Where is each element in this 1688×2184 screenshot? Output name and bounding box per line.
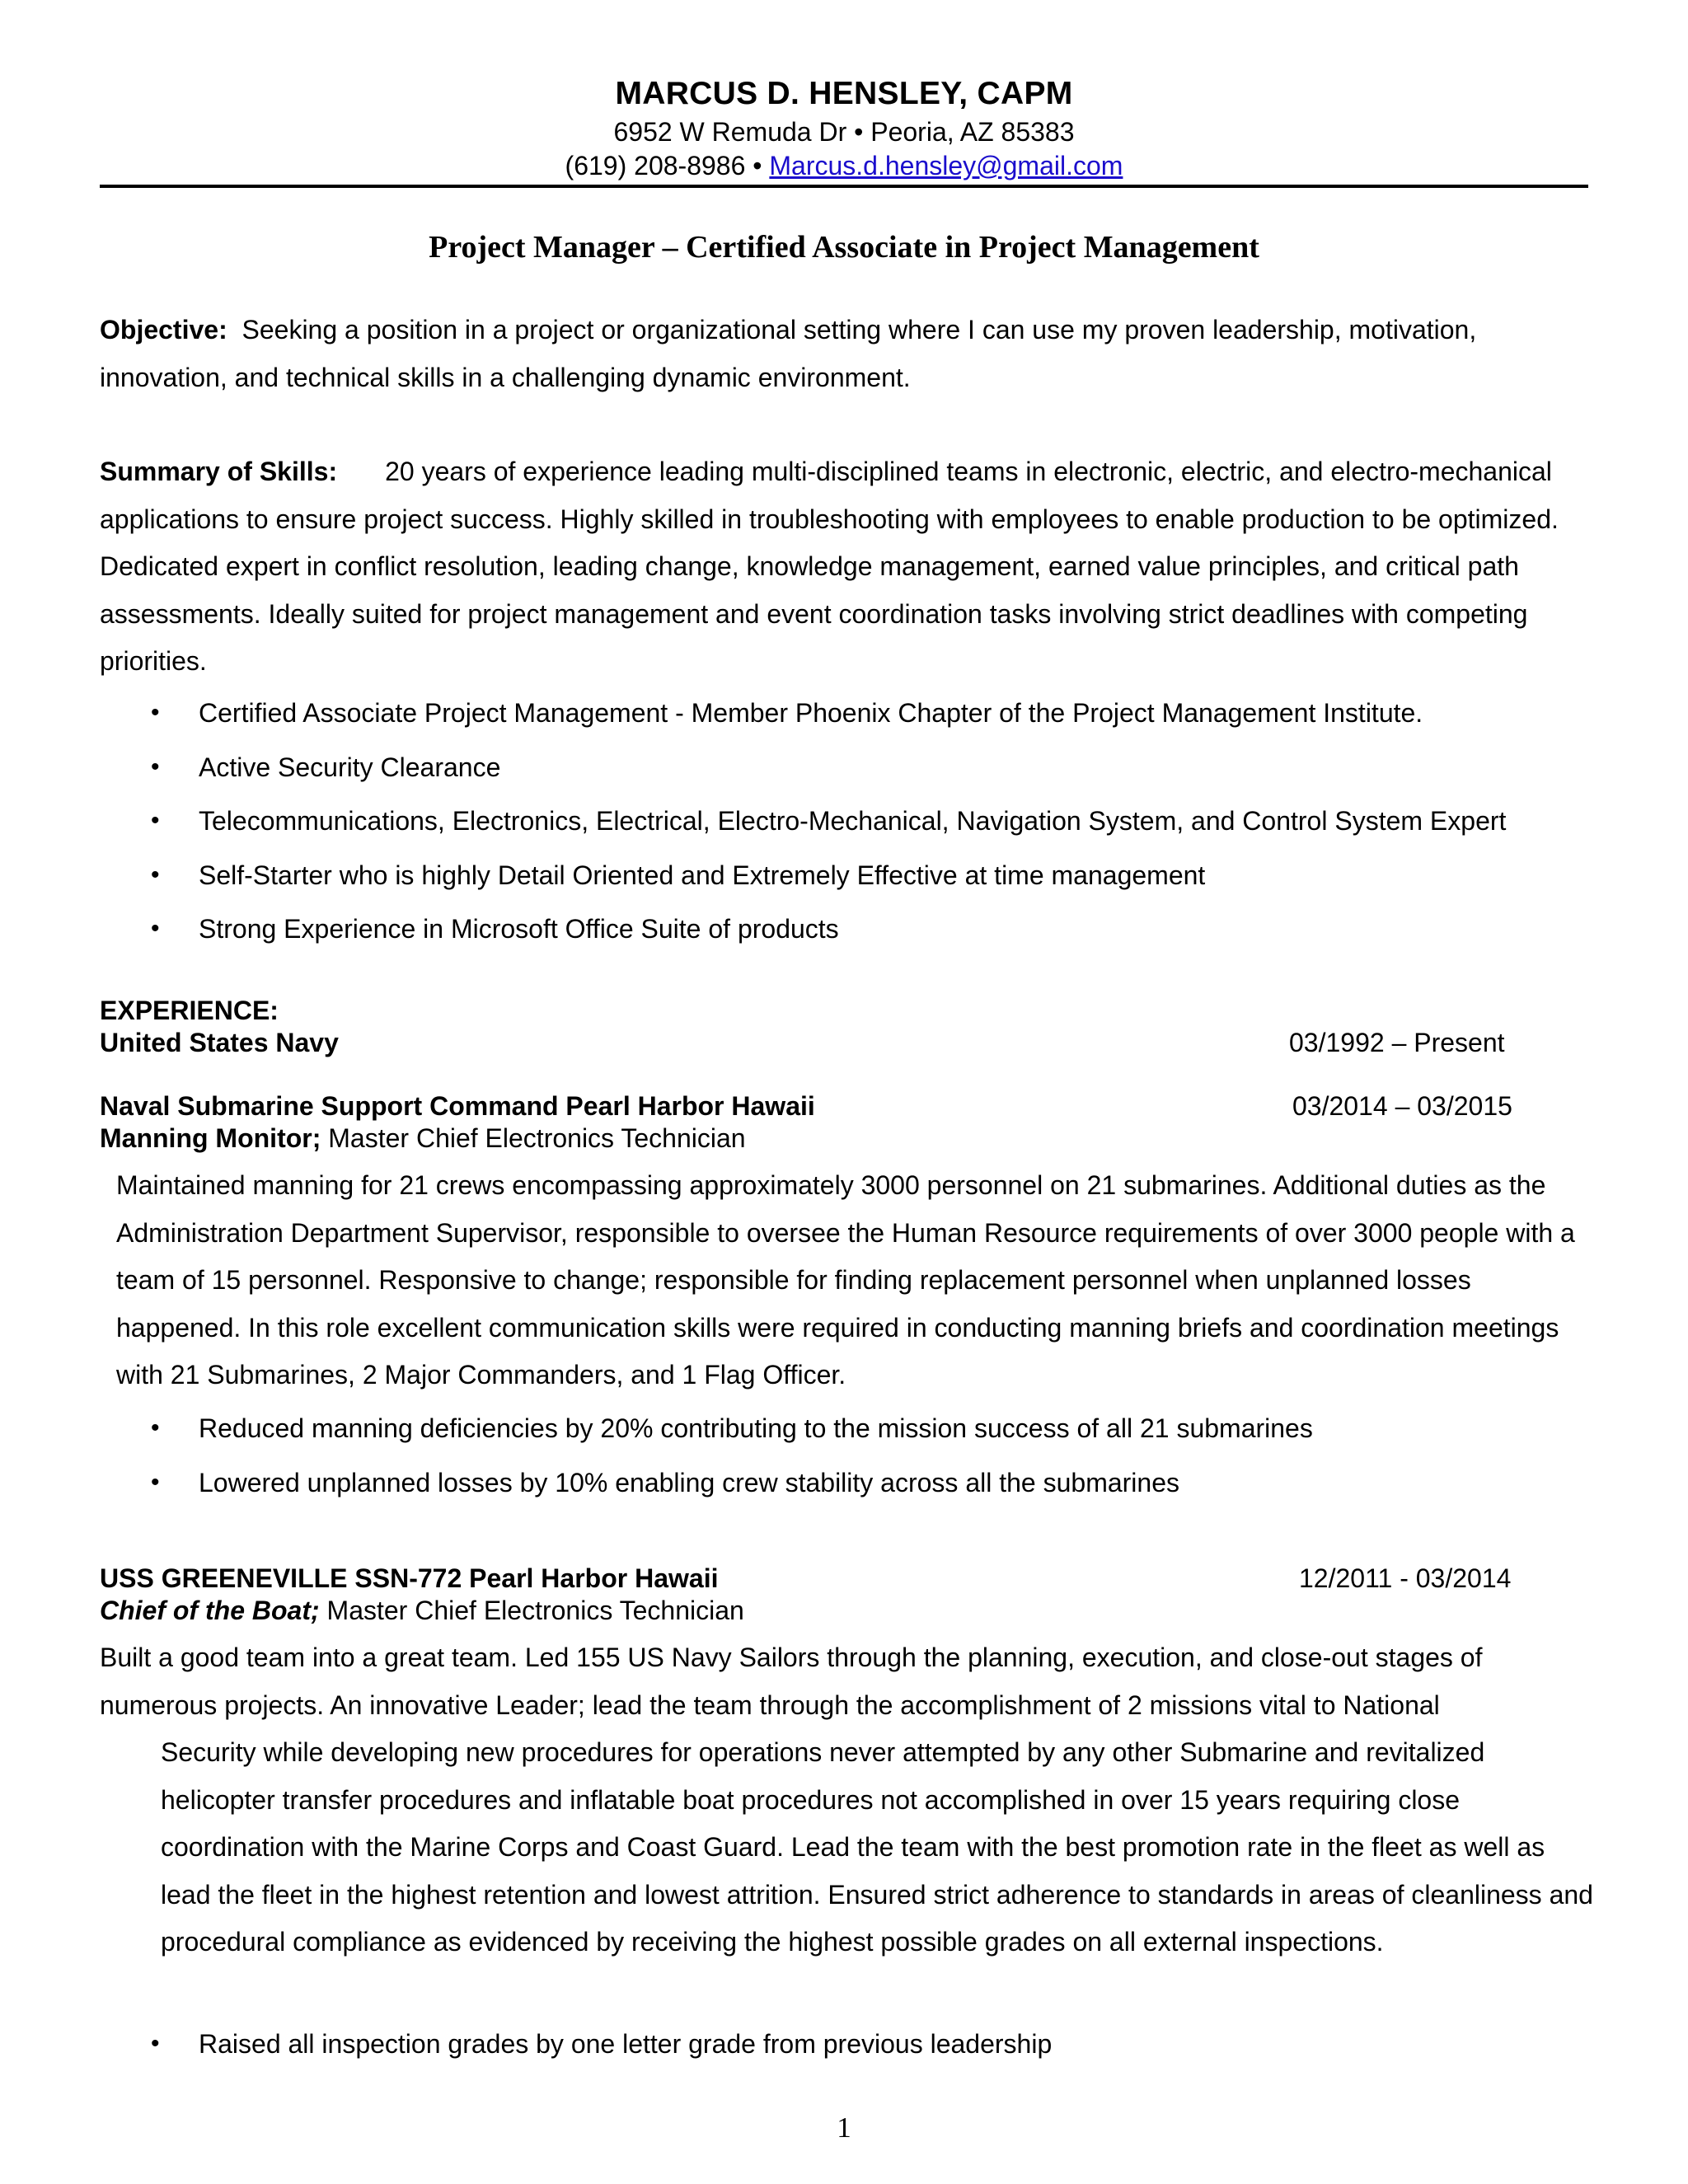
job-1-role: Manning Monitor; [100,1123,321,1153]
address: 6952 W Remuda Dr • Peoria, AZ 85383 [613,117,1075,147]
job-1-rank: Master Chief Electronics Technician [321,1123,746,1153]
job-1-achievements [151,1408,1585,1516]
bullet-icon: • [151,860,160,888]
summary-text: 20 years of experience leading multi-disciplined teams in electronic, electric, and electro-mechanical applications to ensure project success. Highly skilled in troubleshooting with employees to enable production to be optimized. Dedicated expert in conflict resolution, leading change, knowledge management, earned value principles, and critical path assessments. Ideally suited for project management and event coordination tasks involving strict deadlines with competing priorities. [100,457,1559,677]
job-2-title [100,1596,744,1626]
objective-section [100,307,1592,401]
summary-section [100,448,1592,686]
objective-label: Objective: [100,315,227,344]
objective-text: Seeking a position in a project or organizational setting where I can use my proven leadership, motivation, innovation, and technical skills in a challenging dynamic environment. [100,315,1477,392]
job-2-achievements [151,2023,1585,2078]
phone: (619) 208-8986 • [565,151,770,180]
header-divider [100,185,1588,188]
list-item: • Reduced manning deficiencies by 20% contributing to the mission success of all 21 submarines [151,1408,1585,1462]
bullet-icon: • [151,915,160,942]
job-1-description: Maintained manning for 21 crews encompassing approximately 3000 personnel on 21 submarines. Additional duties as the Administration Department Supervisor, responsible to oversee the Human Resource requirements of over 3000 people with a team of 15 personnel. Responsive to change; responsible for finding replacement personnel when unplanned losses happened. In this role excellent communication skills were required in conducting manning briefs and coordination meetings with 21 Submarines, 2 Major Commanders, and 1 Flag Officer. [116,1170,1575,1390]
bullet-icon: • [151,1414,160,1441]
experience-heading: EXPERIENCE: [100,996,279,1025]
job-2-dates: 12/2011 - 03/2014 [1299,1563,1512,1593]
employer-dates: 03/1992 – Present [1289,1028,1505,1057]
summary-label: Summary of Skills: [100,457,338,486]
list-item: • Telecommunications, Electronics, Electrical, Electro-Mechanical, Navigation System, and Control System Expert [151,800,1585,855]
job-1-title [100,1123,746,1154]
job-2-rank: Master Chief Electronics Technician [319,1596,744,1625]
email-link[interactable]: Marcus.d.hensley@gmail.com [769,151,1123,180]
list-item: • Self-Starter who is highly Detail Oriented and Extremely Effective at time management [151,855,1585,909]
bullet-icon: • [151,699,160,726]
bullet-icon: • [151,1468,160,1496]
list-item: • Strong Experience in Microsoft Office Suite of products [151,908,1585,963]
employer-name: United States Navy [100,1028,339,1057]
job-2-role: Chief of the Boat; [100,1596,320,1625]
job-2-description-lead: Built a good team into a great team. Led 155 US Navy Sailors through the planning, execution, and close-out stages of numerous projects. An innovative Leader; lead the team through the accomplishment of 2 missions vital to National [100,1643,1483,1720]
bullet-icon: • [151,807,160,834]
candidate-name: MARCUS D. HENSLEY, CAPM [615,76,1073,111]
job-1-org: Naval Submarine Support Command Pearl Harbor Hawaii [100,1091,815,1121]
list-item: • Lowered unplanned losses by 10% enabling crew stability across all the submarines [151,1462,1585,1516]
job-2-org: USS GREENEVILLE SSN-772 Pearl Harbor Hawaii [100,1563,719,1593]
list-item: • Certified Associate Project Management - Member Phoenix Chapter of the Project Management Institute. [151,692,1585,747]
list-item: • Raised all inspection grades by one letter grade from previous leadership [151,2023,1585,2078]
page-number: 1 [837,2111,851,2144]
list-item: • Active Security Clearance [151,747,1585,801]
bullet-icon: • [151,752,160,780]
resume-headline: Project Manager – Certified Associate in Project Management [429,230,1259,265]
job-1-dates: 03/2014 – 03/2015 [1292,1091,1512,1121]
contact-line [0,151,1688,181]
bullet-icon: • [151,2030,160,2057]
skills-list [151,692,1585,963]
job-2-description-rest: Security while developing new procedures for operations never attempted by any other Submarine and revitalized helicopter transfer procedures and inflatable boat procedures not accomplished in over 15 years requiring close coordination with the Marine Corps and Coast Guard. Lead the team with the best promotion rate in the fleet as well as lead the fleet in the highest retention and lowest attrition. Ensured strict adherence to standards in areas of cleanliness and procedural compliance as evidenced by receiving the highest possible grades on all external inspections. [161,1737,1593,1957]
